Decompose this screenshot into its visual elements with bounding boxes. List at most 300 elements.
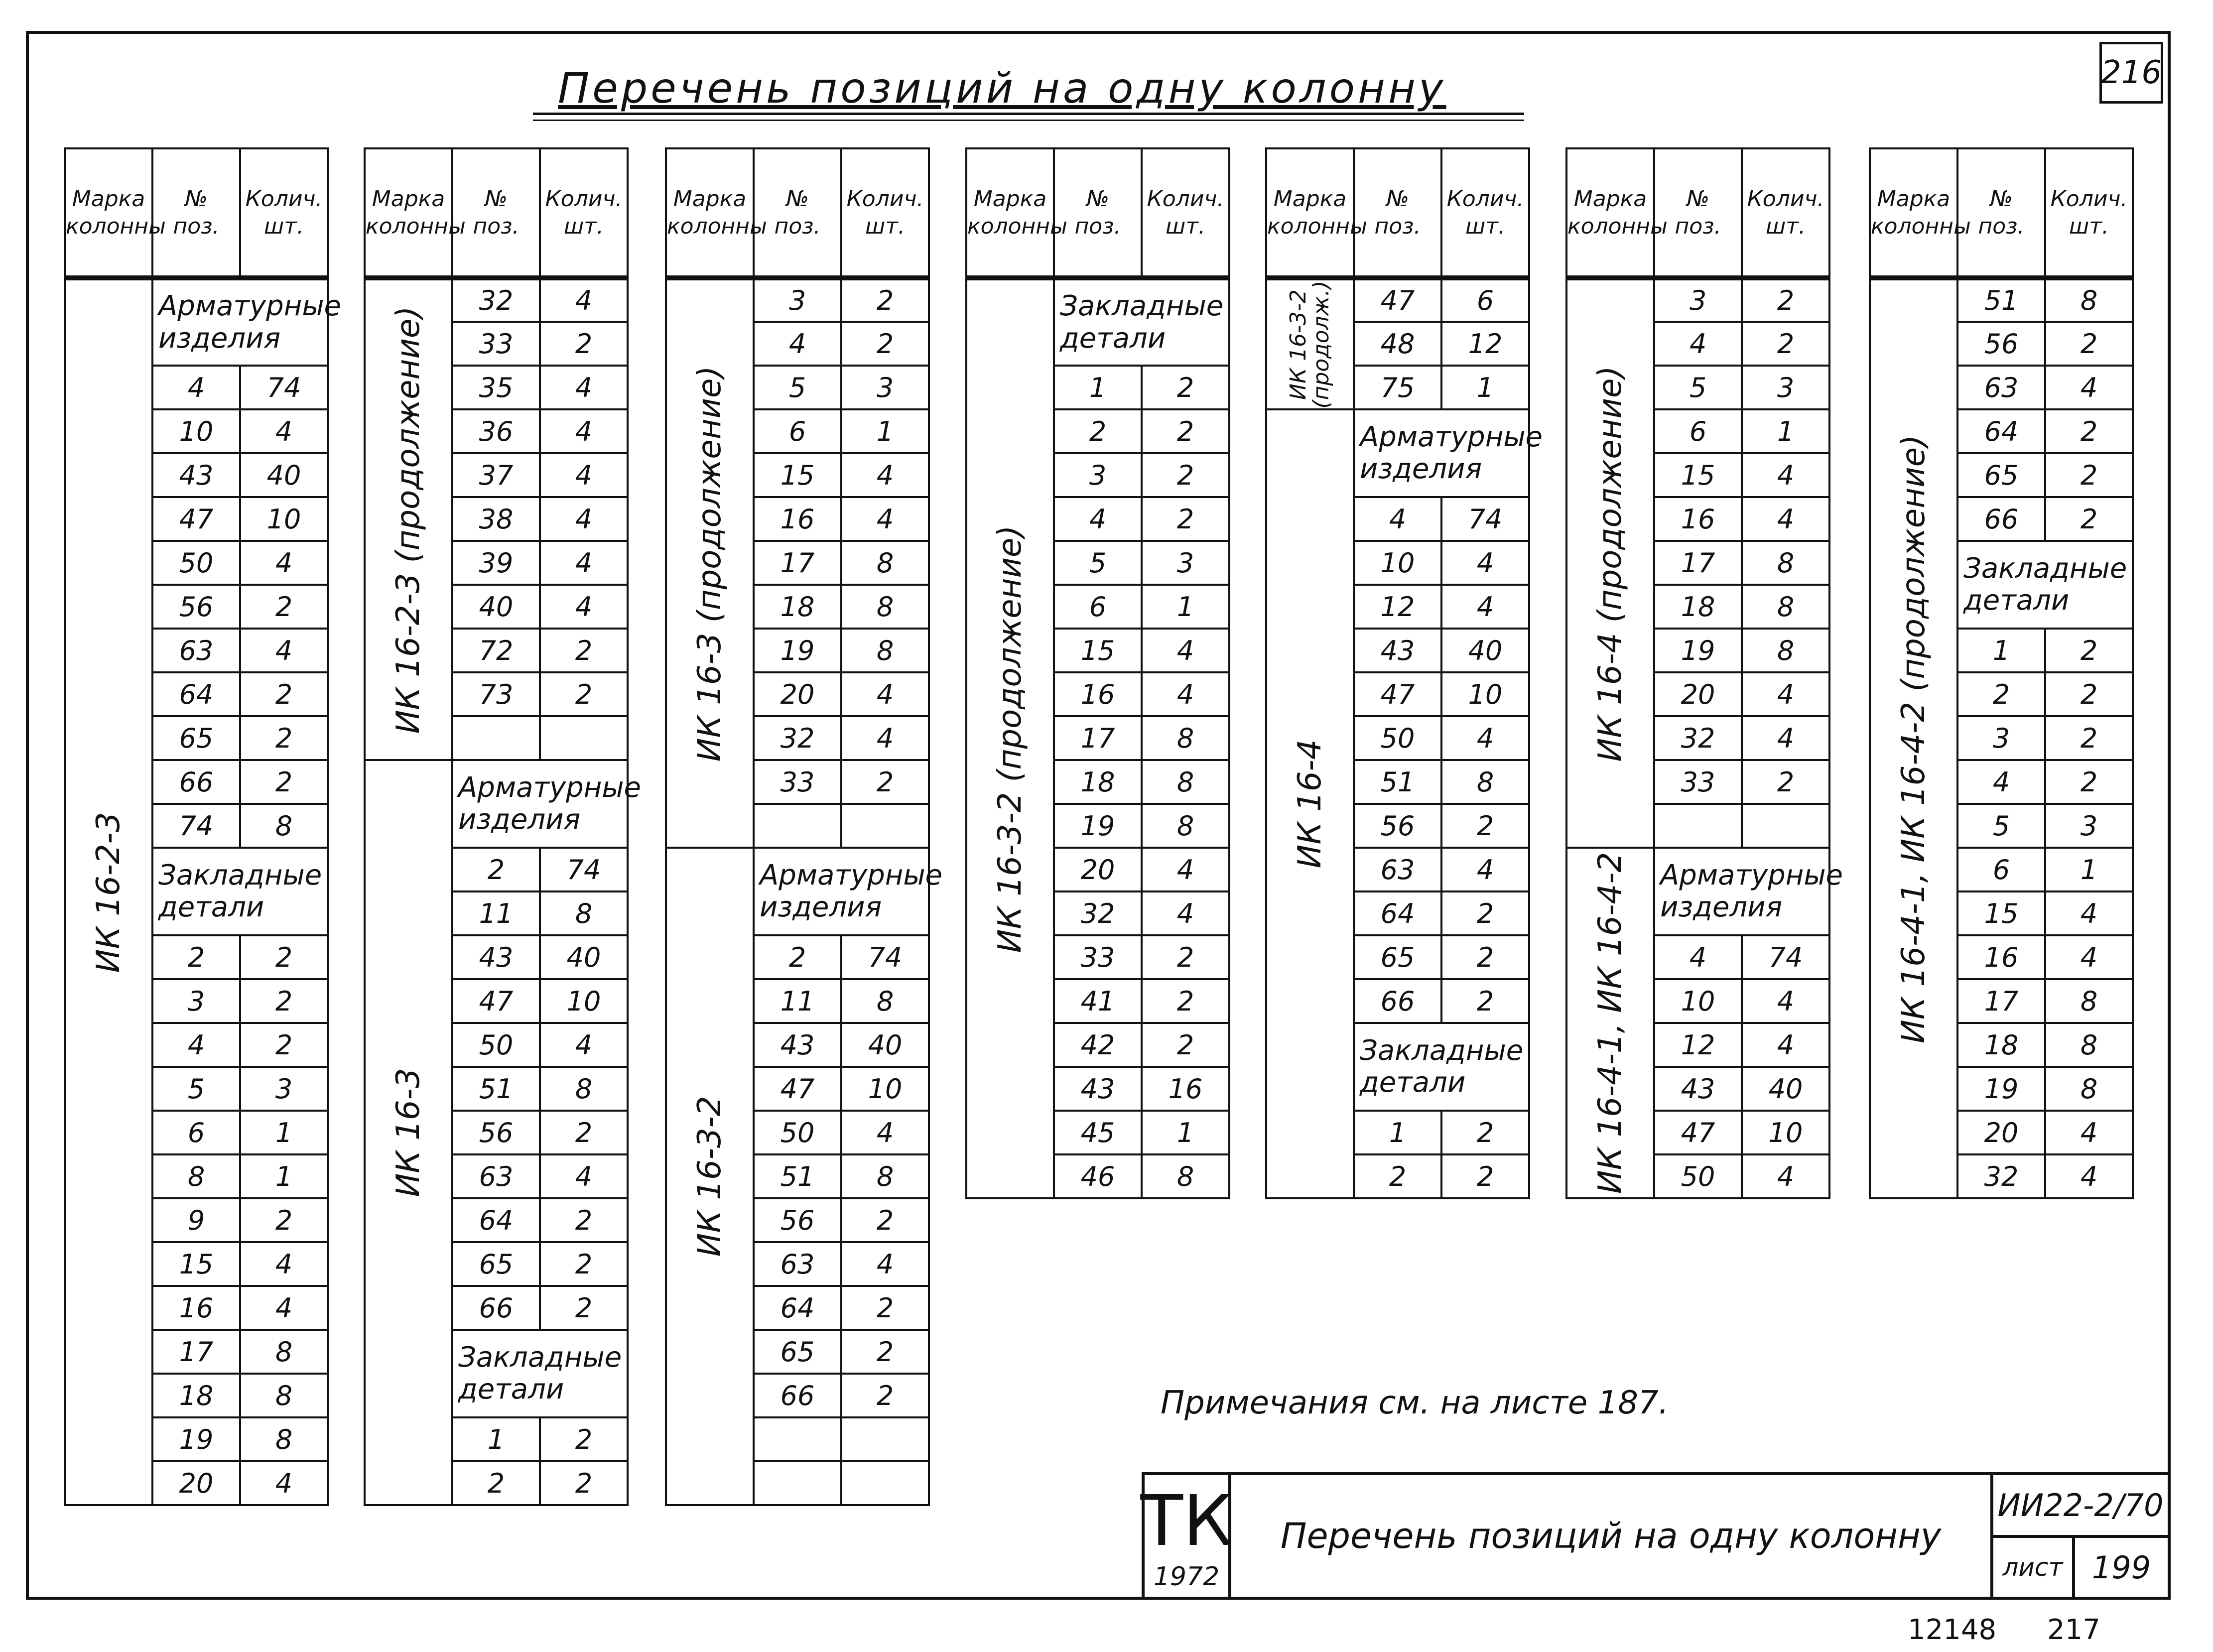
- quantity: 2: [540, 1417, 628, 1461]
- position-table: [1869, 147, 2134, 1199]
- position-number-header-line-2: поз.: [1074, 213, 1121, 239]
- position-number-header: [754, 148, 841, 278]
- position-number: 4: [1354, 497, 1441, 541]
- section-heading: Закладные детали: [1054, 278, 1229, 366]
- position-number: 1: [1354, 1111, 1441, 1154]
- quantity: 1: [1441, 366, 1529, 409]
- position-number: 2: [1054, 409, 1142, 453]
- quantity: 4: [1142, 848, 1229, 891]
- quantity: 8: [1142, 1154, 1229, 1198]
- title-underline: [533, 113, 1524, 115]
- column-mark-header-line-2: колонны: [1267, 213, 1367, 239]
- quantity-header-line-2: шт.: [564, 213, 604, 239]
- position-number-header-line-2: поз.: [1978, 213, 2025, 239]
- quantity: 8: [2045, 979, 2133, 1023]
- quantity: 3: [1742, 366, 1829, 409]
- position-number: 3: [152, 979, 240, 1023]
- quantity: 10: [1441, 672, 1529, 716]
- position-number: 19: [152, 1417, 240, 1461]
- quantity: 8: [240, 804, 328, 848]
- position-number-header-line-1: №: [1386, 186, 1409, 212]
- table-row: [666, 848, 929, 935]
- quantity: 4: [1742, 716, 1829, 760]
- quantity: 8: [540, 1067, 628, 1111]
- table-row: [1566, 278, 1829, 322]
- position-number: 43: [1354, 629, 1441, 672]
- position-number: 5: [754, 366, 841, 409]
- quantity: 2: [2045, 497, 2133, 541]
- position-number: 16: [1957, 935, 2045, 979]
- quantity: 40: [540, 935, 628, 979]
- position-number: 17: [1654, 541, 1742, 585]
- column-mark-header-line-1: Марка: [1273, 186, 1347, 212]
- position-number: 4: [152, 1023, 240, 1067]
- position-number-header-line-1: №: [1086, 186, 1109, 212]
- position-number: 47: [1354, 672, 1441, 716]
- quantity: 40: [1441, 629, 1529, 672]
- position-number: 4: [152, 366, 240, 409]
- quantity: 2: [1441, 979, 1529, 1023]
- column-mark: ИК 16-4 (продолжение): [1592, 366, 1629, 762]
- quantity: 4: [2045, 1154, 2133, 1198]
- position-number: 3: [1957, 716, 2045, 760]
- position-number-header: [1354, 148, 1441, 278]
- position-number: 33: [754, 760, 841, 804]
- position-table: [965, 147, 1230, 1199]
- column-mark-header-line-2: колонны: [1567, 213, 1668, 239]
- quantity: 2: [2045, 760, 2133, 804]
- quantity: 2: [841, 1374, 929, 1417]
- code-cell: [1990, 1472, 2171, 1538]
- position-number: [754, 1417, 841, 1461]
- quantity-header-line-1: Колич.: [846, 186, 924, 212]
- column-mark: ИК 16-3: [390, 1068, 427, 1197]
- quantity: 2: [1742, 760, 1829, 804]
- position-number-header: [152, 148, 240, 278]
- column-mark-header: [65, 148, 166, 278]
- quantity: 4: [1742, 1023, 1829, 1067]
- position-number: 4: [1654, 322, 1742, 366]
- table-row: [1266, 409, 1529, 497]
- column-mark-header-line-2: колонны: [967, 213, 1067, 239]
- quantity: 3: [240, 1067, 328, 1111]
- quantity: 1: [841, 409, 929, 453]
- position-number: 15: [1957, 891, 2045, 935]
- position-number: 20: [1054, 848, 1142, 891]
- position-number: 12: [1354, 585, 1441, 629]
- quantity: 2: [1142, 409, 1229, 453]
- sheet-number: 199: [2091, 1549, 2151, 1586]
- position-number: 33: [1054, 935, 1142, 979]
- position-table: [1565, 147, 1843, 1199]
- position-number-header-line-2: поз.: [173, 213, 220, 239]
- position-number: 12: [1654, 1023, 1742, 1067]
- position-number: [754, 804, 841, 848]
- position-number: 10: [152, 409, 240, 453]
- column-mark: ИК 16-4-1, ИК 16-4-2 (продолжение): [1895, 434, 1932, 1043]
- position-number: 2: [1354, 1154, 1441, 1198]
- position-number: 45: [1054, 1111, 1142, 1154]
- table-header-row: [1566, 148, 1829, 278]
- position-number: 33: [452, 322, 540, 366]
- position-number: 1: [1957, 629, 2045, 672]
- quantity: 2: [1142, 979, 1229, 1023]
- quantity: 2: [2045, 629, 2133, 672]
- quantity: 2: [240, 716, 328, 760]
- position-table: [364, 147, 642, 1506]
- position-number: 10: [1354, 541, 1441, 585]
- column-mark-cell: [1870, 278, 1957, 1198]
- quantity: [841, 1461, 929, 1505]
- quantity: 8: [1142, 716, 1229, 760]
- quantity: 74: [240, 366, 328, 409]
- position-number: 2: [1957, 672, 2045, 716]
- position-number: 2: [754, 935, 841, 979]
- table-header-row: [1870, 148, 2133, 278]
- position-number: 15: [152, 1242, 240, 1286]
- position-number: 15: [1054, 629, 1142, 672]
- quantity: 1: [240, 1111, 328, 1154]
- quantity: 10: [1742, 1111, 1829, 1154]
- quantity-header-line-1: Колич.: [1147, 186, 1224, 212]
- column-mark-header: [1566, 148, 1668, 278]
- quantity: 4: [2045, 935, 2133, 979]
- position-number: 20: [1957, 1111, 2045, 1154]
- quantity: 8: [2045, 278, 2133, 322]
- position-number: 19: [1957, 1067, 2045, 1111]
- quantity: 3: [2045, 804, 2133, 848]
- table-row: [1870, 278, 2133, 322]
- position-number: 18: [754, 585, 841, 629]
- quantity: 2: [240, 1023, 328, 1067]
- position-number: 43: [152, 453, 240, 497]
- quantity: 2: [2045, 672, 2133, 716]
- column-mark: ИК 16-3-2: [691, 1096, 728, 1257]
- quantity-header-line-2: шт.: [2069, 213, 2109, 239]
- quantity: 4: [540, 497, 628, 541]
- position-number: 39: [452, 541, 540, 585]
- position-number: 20: [152, 1461, 240, 1505]
- position-number-header: [1054, 148, 1142, 278]
- quantity: 1: [240, 1154, 328, 1198]
- quantity: 4: [1742, 979, 1829, 1023]
- position-number: 11: [754, 979, 841, 1023]
- quantity: 2: [841, 278, 929, 322]
- quantity: 10: [841, 1067, 929, 1111]
- position-number: 72: [452, 629, 540, 672]
- quantity: 8: [841, 585, 929, 629]
- position-number: 11: [452, 891, 540, 935]
- quantity: 2: [2045, 322, 2133, 366]
- position-number-header-line-2: поз.: [1675, 213, 1721, 239]
- table-row: [966, 278, 1229, 366]
- quantity-header-line-1: Колич.: [545, 186, 623, 212]
- quantity: 4: [841, 497, 929, 541]
- position-number: 51: [1354, 760, 1441, 804]
- quantity-header: [841, 148, 929, 278]
- position-number-header-line-1: №: [1687, 186, 1709, 212]
- position-number: 6: [1054, 585, 1142, 629]
- column-mark-header: [1266, 148, 1367, 278]
- position-number-header-line-2: поз.: [473, 213, 520, 239]
- quantity: 8: [1742, 541, 1829, 585]
- quantity-header: [2045, 148, 2133, 278]
- quantity: 2: [841, 760, 929, 804]
- position-number: 47: [152, 497, 240, 541]
- quantity: 4: [540, 541, 628, 585]
- quantity: 4: [240, 1286, 328, 1330]
- position-number: 65: [152, 716, 240, 760]
- table-row: [1266, 278, 1529, 322]
- quantity: 40: [841, 1023, 929, 1067]
- position-number: 66: [1957, 497, 2045, 541]
- section-heading: Закладные детали: [1957, 541, 2133, 629]
- position-table: [64, 147, 342, 1506]
- position-number: 63: [754, 1242, 841, 1286]
- position-number: 17: [152, 1330, 240, 1374]
- year: 1972: [1153, 1561, 1220, 1592]
- quantity: 4: [1742, 672, 1829, 716]
- quantity: 2: [1441, 1111, 1529, 1154]
- position-number: 3: [1654, 278, 1742, 322]
- position-number: 15: [754, 453, 841, 497]
- position-number: 4: [1957, 760, 2045, 804]
- section-heading: Арматурные изделия: [754, 848, 929, 935]
- column-mark-header-line-2: колонны: [1871, 213, 1971, 239]
- position-number: 48: [1354, 322, 1441, 366]
- quantity: 4: [540, 585, 628, 629]
- quantity: 2: [540, 672, 628, 716]
- quantity: 4: [2045, 1111, 2133, 1154]
- sheet-number-cell: [2072, 1535, 2171, 1600]
- position-number: 66: [452, 1286, 540, 1330]
- quantity: 40: [1742, 1067, 1829, 1111]
- position-number: 64: [1354, 891, 1441, 935]
- position-number: 74: [152, 804, 240, 848]
- position-number: 64: [754, 1286, 841, 1330]
- column-mark-cell: [1266, 278, 1354, 409]
- table-header-row: [365, 148, 628, 278]
- position-number: 5: [1654, 366, 1742, 409]
- table-row: [666, 278, 929, 322]
- quantity: 2: [1142, 366, 1229, 409]
- quantity: 2: [540, 1111, 628, 1154]
- column-mark-header-line-2: колонны: [667, 213, 767, 239]
- column-mark-header-line-1: Марка: [673, 186, 747, 212]
- document-code: ИИ22-2/70: [1997, 1487, 2164, 1524]
- position-number: 8: [152, 1154, 240, 1198]
- quantity: [540, 716, 628, 760]
- position-number: [754, 1461, 841, 1505]
- quantity: 2: [540, 322, 628, 366]
- section-heading: Закладные детали: [152, 848, 328, 935]
- quantity: 2: [841, 1286, 929, 1330]
- column-mark-header-line-1: Марка: [1877, 186, 1951, 212]
- position-number: 18: [1054, 760, 1142, 804]
- quantity: 2: [540, 629, 628, 672]
- position-number: 75: [1354, 366, 1441, 409]
- quantity: 8: [1142, 760, 1229, 804]
- sheet-label-cell: [1990, 1535, 2075, 1600]
- footer-code-left: 12148: [1908, 1614, 1997, 1646]
- position-number-header: [452, 148, 540, 278]
- quantity: 4: [841, 1111, 929, 1154]
- quantity: 1: [1142, 585, 1229, 629]
- quantity: 2: [2045, 716, 2133, 760]
- position-number: 63: [152, 629, 240, 672]
- position-number: 6: [1957, 848, 2045, 891]
- quantity-header: [1441, 148, 1529, 278]
- quantity: 4: [540, 1154, 628, 1198]
- quantity: 4: [841, 672, 929, 716]
- title-underline-2: [533, 120, 1524, 121]
- quantity: 4: [240, 409, 328, 453]
- org-mark: ТК: [1140, 1480, 1233, 1562]
- position-number: 5: [1957, 804, 2045, 848]
- quantity: 8: [2045, 1023, 2133, 1067]
- quantity: 2: [240, 935, 328, 979]
- quantity: [841, 804, 929, 848]
- quantity: 4: [540, 278, 628, 322]
- quantity: 74: [1441, 497, 1529, 541]
- column-mark-cell: [365, 760, 452, 1505]
- position-number: 56: [452, 1111, 540, 1154]
- quantity: 4: [1441, 848, 1529, 891]
- position-number: 1: [1054, 366, 1142, 409]
- position-number: 16: [152, 1286, 240, 1330]
- quantity: 2: [841, 1330, 929, 1374]
- quantity: 4: [2045, 366, 2133, 409]
- position-number: 32: [1654, 716, 1742, 760]
- quantity: 12: [1441, 322, 1529, 366]
- quantity: 2: [240, 672, 328, 716]
- position-number: 2: [452, 848, 540, 891]
- quantity: 4: [841, 716, 929, 760]
- quantity: 8: [2045, 1067, 2133, 1111]
- quantity-header-line-2: шт.: [1465, 213, 1505, 239]
- quantity: 10: [540, 979, 628, 1023]
- position-number: 36: [452, 409, 540, 453]
- quantity: 4: [1142, 672, 1229, 716]
- quantity: 1: [1142, 1111, 1229, 1154]
- position-number: 50: [1654, 1154, 1742, 1198]
- table-row: [1566, 848, 1829, 935]
- position-number: 2: [152, 935, 240, 979]
- position-number: 65: [452, 1242, 540, 1286]
- table-header-row: [966, 148, 1229, 278]
- position-number: 37: [452, 453, 540, 497]
- position-number: 3: [1054, 453, 1142, 497]
- position-number: 56: [152, 585, 240, 629]
- quantity: 2: [841, 322, 929, 366]
- table-row: [365, 760, 628, 848]
- position-number: 64: [1957, 409, 2045, 453]
- column-mark: ИК 16-3-2 (продолжение): [992, 525, 1029, 953]
- position-number: 4: [1654, 935, 1742, 979]
- position-number-header-line-2: поз.: [1374, 213, 1421, 239]
- quantity: 2: [1441, 804, 1529, 848]
- position-number: 56: [1354, 804, 1441, 848]
- quantity: 2: [1441, 891, 1529, 935]
- quantity: 8: [540, 891, 628, 935]
- position-number: 66: [1354, 979, 1441, 1023]
- column-mark: ИК 16-2-3 (продолжение): [390, 306, 427, 734]
- column-mark-header-line-1: Марка: [973, 186, 1047, 212]
- quantity: 8: [1142, 804, 1229, 848]
- position-number: 47: [452, 979, 540, 1023]
- section-heading: Арматурные изделия: [152, 278, 328, 366]
- position-number: 16: [1654, 497, 1742, 541]
- position-number: 63: [452, 1154, 540, 1198]
- position-number: 2: [452, 1461, 540, 1505]
- quantity: 4: [1142, 891, 1229, 935]
- table-header-row: [666, 148, 929, 278]
- quantity: 2: [2045, 453, 2133, 497]
- section-heading: Закладные детали: [452, 1330, 628, 1417]
- quantity: 2: [1142, 453, 1229, 497]
- quantity: 2: [1142, 935, 1229, 979]
- position-number: 50: [754, 1111, 841, 1154]
- quantity-header-line-1: Колич.: [2050, 186, 2128, 212]
- position-number: 50: [1354, 716, 1441, 760]
- position-number: 20: [1654, 672, 1742, 716]
- quantity: 10: [240, 497, 328, 541]
- quantity: 4: [1441, 585, 1529, 629]
- position-number: 65: [1354, 935, 1441, 979]
- quantity: 4: [540, 366, 628, 409]
- position-number: 18: [1957, 1023, 2045, 1067]
- quantity: 3: [1142, 541, 1229, 585]
- position-number: 6: [1654, 409, 1742, 453]
- quantity: 2: [240, 760, 328, 804]
- quantity: 4: [1742, 453, 1829, 497]
- position-number: 64: [452, 1198, 540, 1242]
- page-number: 216: [2099, 42, 2163, 104]
- position-number: 50: [452, 1023, 540, 1067]
- table-row: [365, 278, 628, 322]
- org-cell: [1142, 1472, 1231, 1600]
- sheet-label: лист: [2002, 1553, 2063, 1582]
- quantity: 2: [1142, 1023, 1229, 1067]
- quantity-header-line-2: шт.: [865, 213, 905, 239]
- position-number: 41: [1054, 979, 1142, 1023]
- position-number: 63: [1354, 848, 1441, 891]
- quantity: 8: [1441, 760, 1529, 804]
- position-number: 32: [754, 716, 841, 760]
- position-number-header: [1654, 148, 1742, 278]
- quantity: 8: [1742, 629, 1829, 672]
- table-header-row: [1266, 148, 1529, 278]
- column-mark-header: [1870, 148, 1971, 278]
- quantity-header-line-2: шт.: [1766, 213, 1806, 239]
- quantity: 6: [1441, 278, 1529, 322]
- position-number: 47: [754, 1067, 841, 1111]
- section-heading: Закладные детали: [1354, 1023, 1529, 1111]
- quantity: 74: [1742, 935, 1829, 979]
- position-number-header-line-1: №: [1990, 186, 2013, 212]
- column-mark-cell: [1566, 848, 1654, 1198]
- column-mark-cell: [966, 278, 1054, 1198]
- quantity-header: [1742, 148, 1829, 278]
- column-mark: ИК 16-4: [1292, 739, 1328, 869]
- table-header-row: [65, 148, 328, 278]
- quantity: 3: [841, 366, 929, 409]
- quantity: 2: [841, 1198, 929, 1242]
- position-number: 16: [754, 497, 841, 541]
- quantity: 4: [540, 453, 628, 497]
- quantity: 74: [841, 935, 929, 979]
- quantity: 8: [240, 1417, 328, 1461]
